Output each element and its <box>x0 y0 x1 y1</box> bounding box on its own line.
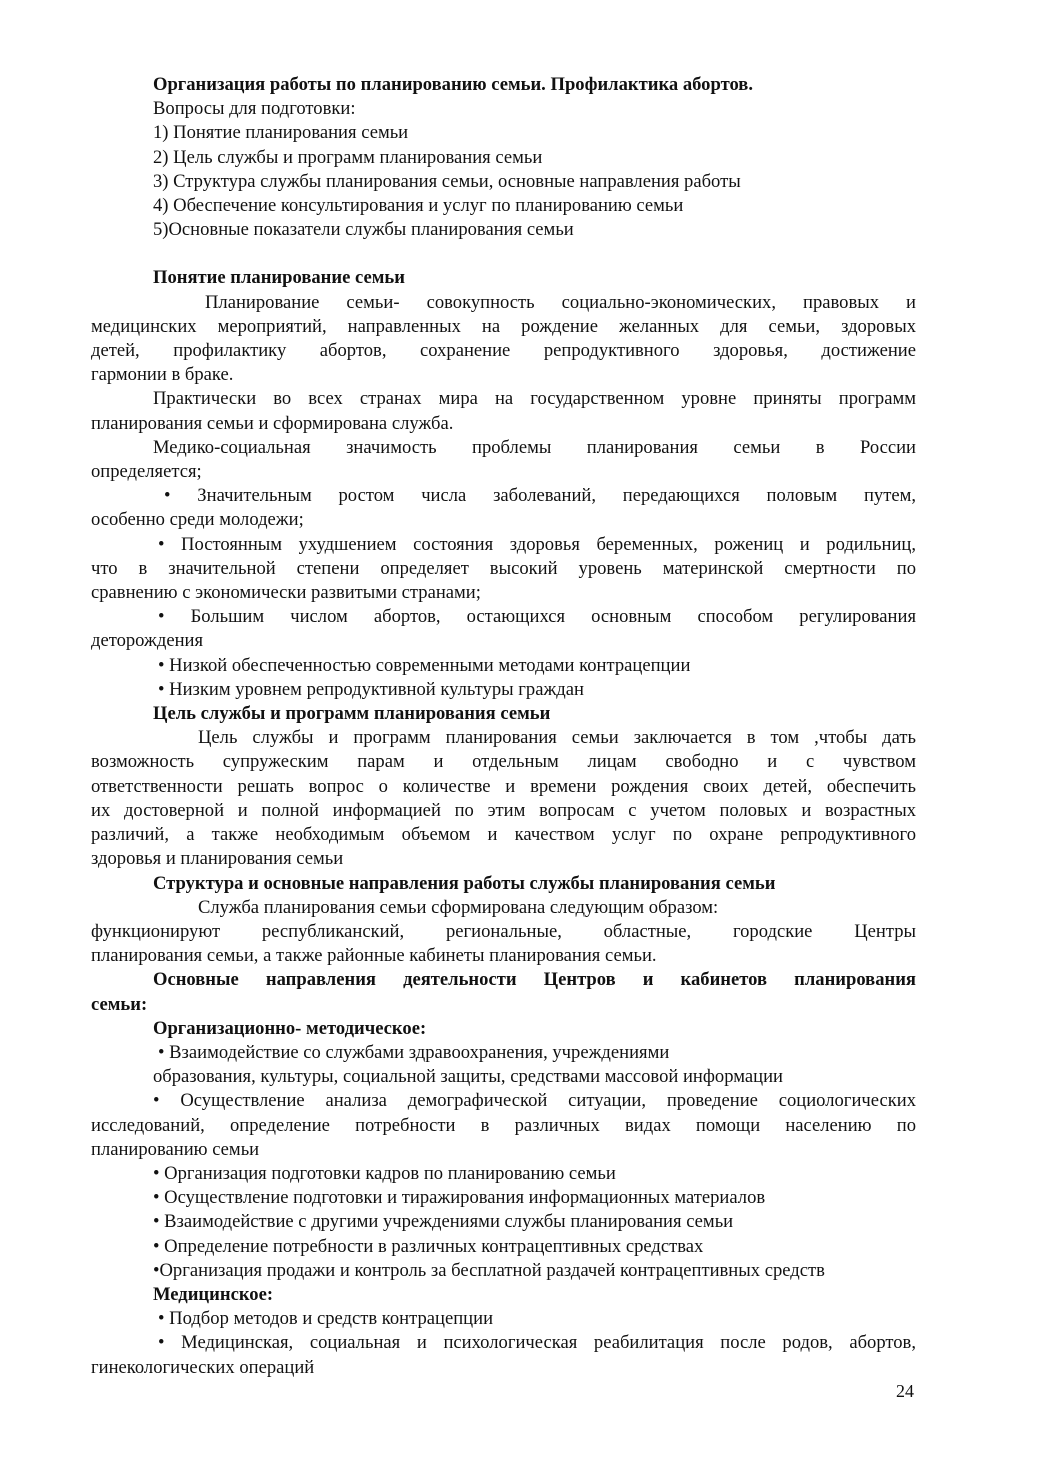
question-item: 2) Цель службы и программ планирования семьи <box>153 146 543 168</box>
paragraph-line: планирования семьи и сформирована служба. <box>91 412 454 434</box>
directions-title: Основные направления деятельности Центров и кабинетов планирования <box>153 969 916 991</box>
bullet-item: • Определение потребности в различных контрацептивных средствах <box>153 1235 704 1257</box>
question-item: 1) Понятие планирования семьи <box>153 122 409 144</box>
bullet-item-continued: сравнению с экономически развитыми странами; <box>91 582 481 604</box>
paragraph-line: различий, а также необходимым объемом и качеством услуг по охране репродуктивного <box>91 824 916 846</box>
paragraph-line: их достоверной и полной информацией по этим вопросам с учетом половых и возрастных <box>91 799 916 821</box>
bullet-item-continued: особенно среди молодежи; <box>91 509 304 531</box>
paragraph-line: здоровья и планирования семьи <box>91 848 344 870</box>
bullet-item: •Организация продажи и контроль за бесплатной раздачей контрацептивных средств <box>153 1259 825 1281</box>
document-heading: Организация работы по планированию семьи. Профилактика абортов. <box>153 74 753 95</box>
subsection-title-medical: Медицинское: <box>153 1283 274 1305</box>
paragraph-line: функционируют республиканский, региональные, областные, городские Центры <box>91 920 916 942</box>
bullet-item: • Осуществление анализа демографической ситуации, проведение социологических <box>153 1090 916 1112</box>
paragraph-line: гармонии в браке. <box>91 364 234 386</box>
bullet-item: • Постоянным ухудшением состояния здоровья беременных, рожениц и родильниц, <box>158 533 916 555</box>
paragraph-line: медицинских мероприятий, направленных на рождение желанных для семьи, здоровых <box>91 315 916 337</box>
question-item: 3) Структура службы планирования семьи, основные направления работы <box>153 170 741 192</box>
bullet-item-continued: деторождения <box>91 630 204 652</box>
bullet-item: • Осуществление подготовки и тиражирования информационных материалов <box>153 1187 766 1209</box>
section-title-structure: Структура и основные направления работы службы планирования семьи <box>153 872 776 894</box>
page-content <box>91 73 916 1380</box>
bullet-item: • Взаимодействие с другими учреждениями службы планирования семьи <box>153 1211 734 1233</box>
paragraph-line: Цель службы и программ планирования семьи заключается в том ,чтобы дать <box>198 727 916 749</box>
bullet-item: • Организация подготовки кадров по планированию семьи <box>153 1162 616 1184</box>
paragraph-line: ответственности решать вопрос о количестве и времени рождения своих детей, обеспечить <box>91 775 916 797</box>
bullet-item-continued: что в значительной степени определяет высокий уровень материнской смертности по <box>91 557 916 579</box>
questions-title: Вопросы для подготовки: <box>153 98 356 120</box>
bullet-item: • Большим числом абортов, остающихся основным способом регулирования <box>158 606 916 628</box>
section-title-family-planning: Понятие планирование семьи <box>153 267 405 289</box>
subsection-title-organizational: Организационно- методическое: <box>153 1017 427 1039</box>
question-item: 4) Обеспечение консультирования и услуг по планированию семьи <box>153 195 684 217</box>
bullet-item: • Низким уровнем репродуктивной культуры граждан <box>158 678 584 700</box>
bullet-item-continued: гинекологических операций <box>91 1356 315 1378</box>
bullet-item: • Значительным ростом числа заболеваний, передающихся половым путем, <box>164 485 916 507</box>
paragraph-line: детей, профилактику абортов, сохранение репродуктивного здоровья, достижение <box>91 340 916 362</box>
directions-title-continued: семьи: <box>91 993 148 1015</box>
paragraph-line: Практически во всех странах мира на государственном уровне приняты программ <box>153 388 916 410</box>
bullet-item: • Подбор методов и средств контрацепции <box>158 1308 494 1330</box>
bullet-item-continued: образования, культуры, социальной защиты, средствами массовой информации <box>153 1066 783 1088</box>
bullet-item: • Медицинская, социальная и психологическая реабилитация после родов, абортов, <box>158 1332 916 1354</box>
bullet-item: • Взаимодействие со службами здравоохранения, учреждениями <box>158 1041 670 1063</box>
question-item: 5)Основные показатели службы планирования семьи <box>153 219 574 241</box>
section-title-service-goal: Цель службы и программ планирования семьи <box>153 703 551 725</box>
paragraph-line: возможность супружеским парам и отдельным лицам свободно и с чувством <box>91 751 916 773</box>
bullet-item-continued: планированию семьи <box>91 1138 260 1160</box>
paragraph-line: Медико-социальная значимость проблемы планирования семьи в России <box>153 436 916 458</box>
page-number: 24 <box>896 1381 914 1401</box>
bullet-item-continued: исследований, определение потребности в различных видах помощи населению по <box>91 1114 916 1136</box>
paragraph-line: определяется; <box>91 461 202 483</box>
paragraph-line: Служба планирования семьи сформирована следующим образом: <box>198 896 719 918</box>
paragraph-line: Планирование семьи- совокупность социально-экономических, правовых и <box>205 291 916 313</box>
bullet-item: • Низкой обеспеченностью современными методами контрацепции <box>158 654 691 676</box>
paragraph-line: планирования семьи, а также районные кабинеты планирования семьи. <box>91 945 657 967</box>
